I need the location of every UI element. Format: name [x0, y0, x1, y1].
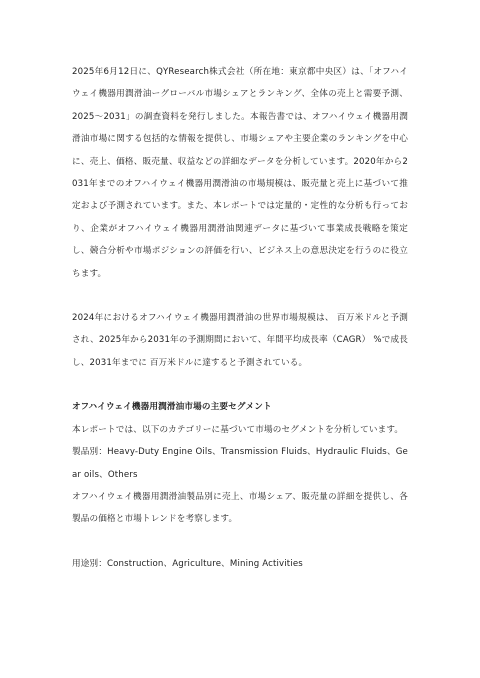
segments-intro-paragraph: 本レポートでは、以下のカテゴリーに基づいて市場のセグメントを分析しています。 — [72, 424, 404, 435]
market-size-paragraph: 2024年におけるオフハイウェイ機器用潤滑油の世界市場規模は、 百万米ドルと予測され、2025年から2031年の予測期間において、年間平均成長率（CAGR） %で成長し、2031年までに 百万米ドルに達すると予測されている。 — [72, 313, 408, 368]
applications-paragraph: 用途別：Construction、Agriculture、Mining Activities — [72, 558, 303, 569]
intro-paragraph: 2025年6月12日に、QYResearch株式会社（所在地：東京都中央区）は、「オフハイウェイ機器用潤滑油ーグローバル市場シェアとランキング、全体の売上と需要予測、2025～2031」の調査資料を発行しました。本報告書では、オフハイウェイ機器用潤滑油市場に関する包括的な情報を提供し、市場シェアや主要企業のランキングを中心に、売上、価格、販売量、収益などの詳細なデータを分析しています。2020年から2031年までのオフハイウェイ機器用潤滑油の市場規模は、販売量と売上に基づいて推定および予測されています。また、本レポートでは定量的・定性的な分析も行っており、企業がオフハイウェイ機器用潤滑油関連データに基づいて事業成長戦略を策定し、競合分析や市場ポジションの評価を行い、ビジネス上の意思決定を行うのに役立ちます。 — [72, 67, 408, 279]
product-description-paragraph: オフハイウェイ機器用潤滑油製品別に売上、市場シェア、販売量の詳細を提供し、各製品の価格と市場トレンドを考察します。 — [72, 491, 408, 525]
product-types-paragraph: 製品別：Heavy-Duty Engine Oils、Transmission Fluids、Hydraulic Fluids、Gear oils、Others — [72, 447, 408, 480]
segments-heading: オフハイウェイ機器用潤滑油市場の主要セグメント — [72, 402, 272, 413]
document-body — [72, 61, 408, 575]
